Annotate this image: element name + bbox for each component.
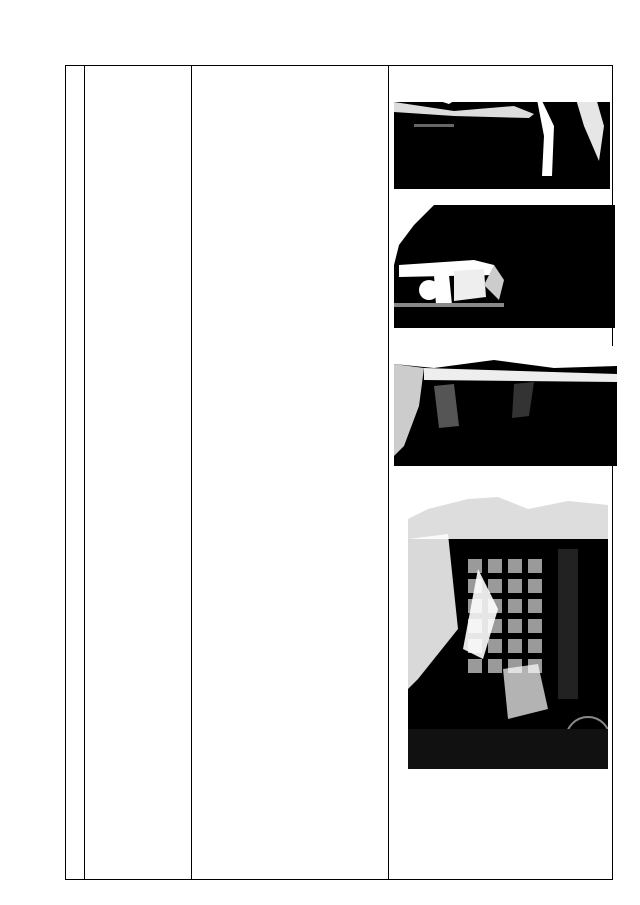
description-block xyxy=(197,356,387,368)
table-column-divider xyxy=(388,66,389,879)
photo-stove-top xyxy=(394,66,610,189)
photo-stove-frieze xyxy=(394,205,615,328)
table-column-divider xyxy=(191,66,192,879)
photo-stove-cornice xyxy=(394,346,617,466)
document-table xyxy=(65,65,613,880)
photo-stove-tiled-facade xyxy=(408,479,608,769)
table-column-divider xyxy=(84,66,85,879)
